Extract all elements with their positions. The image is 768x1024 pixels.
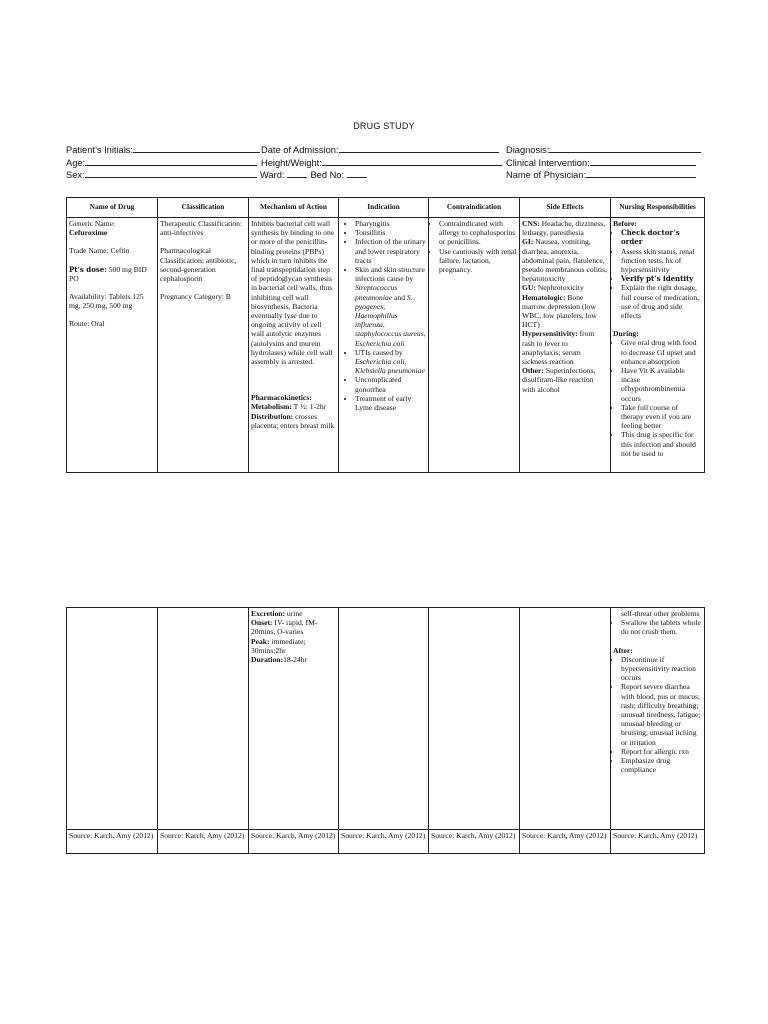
source-cell: Source: Karch, Amy (2012) [339, 830, 429, 854]
sex-field[interactable] [85, 168, 257, 178]
col-header-name-of-drug: Name of Drug [67, 198, 158, 218]
nursing-full-course: • Take full course of therapy even if you are feeling better [621, 403, 702, 431]
ward-field[interactable] [287, 168, 307, 178]
bed-no-label: Bed No: [310, 170, 345, 180]
route: Route: Oral [69, 319, 105, 329]
nursing-verify-identity: • Verify pt’s identity [621, 274, 702, 283]
drug-study-table-page-1 [66, 197, 705, 473]
document-title: DRUG STUDY [353, 121, 415, 131]
pharmacological-classification: Pharmacological Classification: antibiotic, second-generation cephalosporin [160, 246, 237, 284]
duration-value: 18-24hr [283, 655, 308, 665]
nursing-specific-b: self-threat other problems [621, 609, 700, 618]
nursing-vit-k: • Have Vit K available incase ofhypothrombinemia occurs [621, 366, 702, 403]
source-cell: Source: Karch, Amy (2012) [249, 830, 339, 854]
side-effects-hematologic: Bone marrow depression (low WBC, low platelets, low HCT) [522, 292, 597, 330]
nursing-before-list [613, 228, 702, 320]
diagnosis-label: Diagnosis: [506, 145, 550, 155]
col-header-nursing-responsibilities: Nursing Responsibilities [611, 198, 705, 218]
cell-name-of-drug [67, 218, 158, 473]
peak-value: immediate; 30mins;2hr [251, 636, 306, 655]
source-cell: Source: Karch, Amy (2012) [429, 830, 520, 854]
cell-mechanism [249, 218, 339, 473]
source-cell: Source: Karch, Amy (2012) [611, 830, 705, 854]
diagnosis-field[interactable] [549, 143, 701, 153]
nursing-before-label: Before: [613, 219, 637, 228]
generic-name-label: Generic Name: [69, 219, 116, 228]
patient-dose-value: 500 mg BID PO [69, 264, 147, 283]
nursing-specific-a: • This drug is specific for this infection and should not be used to [621, 430, 702, 458]
indication-respiratory: • Infection of the urinary and lower respiratory tracts [355, 237, 426, 265]
nursing-after-list [613, 655, 702, 775]
age-label: Age: [66, 158, 86, 168]
col-header-classification: Classification [158, 198, 249, 218]
cell-indication [339, 218, 429, 473]
date-of-admission-field[interactable] [339, 143, 499, 153]
trade-name: Trade Name: Ceftin [69, 246, 130, 256]
cell-nursing-responsibilities [611, 218, 705, 473]
bed-no-field[interactable] [347, 168, 367, 178]
nursing-during-list [613, 338, 702, 458]
metabolism-value: T ½: 1-2hr [291, 402, 327, 412]
nursing-assess: • Assess skin status, renal function tests, hx of hypersensitivity [621, 247, 702, 275]
age-field[interactable] [85, 156, 257, 166]
cell-name-of-drug-cont [67, 608, 158, 830]
nursing-explain: • Explain the right dosage, full course of medication, use of drug and side effects [621, 283, 702, 320]
nursing-report-allergic: • Report for allergic rxn [621, 747, 702, 756]
nursing-report-severe: • Report severe diarrhea with blood, pus or mucus; rash; difficulty breathing; unusual tiredness, fatigue; unusual bleeding or bruising; unusual itching or irritation [621, 682, 702, 746]
nursing-swallow-whole: • Swallow the tablets whole do not crush them. [621, 618, 702, 636]
nursing-discontinue: • Discontinue if hypersensitivity reaction occurs [621, 655, 702, 683]
mechanism-text: Inhibits bacterial cell wall synthesis by binding to one or more of the penicillin-binding proteins (PBPs) which in turn inhibits the final transpeptidation step of peptidoglycan synthesis in bacterial cell walls, thus inhibiting cell wall biosynthesis. Bacteria eventually lyse due to ongoing activity of cell wall autolytic enzymes (autolysins and murein hydrolases) while cell wall assembly is arrested. [251, 219, 335, 367]
contraindication-allergy: • Contraindicated with allergy to cephalosporins or penicillins. [439, 219, 517, 247]
col-header-contraindication: Contraindication [429, 198, 520, 218]
nursing-check-order: • Check doctor’s order [621, 228, 702, 246]
patient-initials-label: Patient’s Initials: [66, 145, 134, 155]
cell-nursing-responsibilities-cont [611, 608, 705, 830]
col-header-side-effects: Side Effects [520, 198, 611, 218]
source-cell: Source: Karch, Amy (2012) [520, 830, 611, 854]
patient-initials-field[interactable] [133, 143, 260, 153]
col-header-indication: Indication [339, 198, 429, 218]
source-cell: Source: Karch, Amy (2012) [67, 830, 158, 854]
height-weight-label: Height/Weight: [261, 158, 322, 168]
distribution-label: Distribution: [251, 411, 294, 421]
pharmacokinetics-heading: Pharmacokinetics: [251, 393, 312, 403]
metabolism-label: Metabolism: [251, 402, 292, 412]
patient-dose-label: Pt’s dose: [69, 264, 107, 274]
indication-utis: • UTIs caused by Escherichia coli, Klebsiella pneumoniae [355, 348, 426, 376]
clinical-intervention-label: Clinical Intervention: [506, 158, 590, 168]
indication-gonorrhea: • Uncomplicated gonorrhea [355, 375, 426, 393]
excretion-value: urine [285, 609, 303, 618]
nursing-during-label: During: [613, 329, 639, 339]
contraindication-caution: • Use cautiously with renal failure, lactation, pregnancy. [439, 247, 517, 275]
clinical-intervention-field[interactable] [590, 156, 696, 166]
therapeutic-classification: Therapeutic Classification: anti-infectives [160, 219, 243, 238]
height-weight-field[interactable] [322, 156, 502, 166]
drug-study-table-page-2 [66, 607, 705, 854]
side-effects-gi: Nausea, vomiting, diarrhea, anorexia, abdominal pain, flatulence, pseudo membranous colitis, hepatotoxicity [522, 237, 607, 284]
sex-label: Sex: [66, 170, 85, 180]
col-header-mechanism: Mechanism of Action [249, 198, 339, 218]
generic-name: Cefuroxime [69, 228, 108, 238]
indication-pharyngitis: • Pharyngitis [355, 219, 426, 228]
indication-lyme: • Treatment of early Lyme disease [355, 394, 426, 412]
pregnancy-category: Pregnancy Category: B [160, 292, 231, 302]
cell-side-effects-cont [520, 608, 611, 830]
cell-contraindication [429, 218, 520, 473]
side-effects-gu: Nephrotoxicity [535, 283, 584, 293]
indication-tonsillitis: • Tonsillitis [355, 228, 426, 237]
physician-field[interactable] [586, 168, 696, 178]
cell-classification [158, 218, 249, 473]
contraindication-list [431, 219, 517, 274]
side-effects-other: Superinfections, disulfiram-like reaction with alcohol [522, 366, 596, 394]
nursing-give-with-food: • Give oral drug with food to decrease GI upset and enhance absorption [621, 338, 702, 366]
onset-value: IV- rapid, IM- 20mins, O-varies [251, 618, 318, 637]
physician-label: Name of Physician: [506, 170, 587, 180]
ward-label: Ward: [260, 170, 285, 180]
distribution-value: crosses placenta; enters breast milk [251, 411, 335, 430]
cell-mechanism-cont: Excretion: urine Onset: IV- rapid, IM- 20mins, O-varies Peak: immediate; 30mins;2hr Duration:18-24hr [249, 608, 339, 830]
indication-skin: • Skin and skin structure infections cause by Streptococcus pneumoniae and S. pyogenes, Haemophillus influenza, staphylococcus aureus, Escherichia coli [355, 265, 426, 348]
side-effects-hypersensitivity: from rash to fever to anaphylaxis; serum sickness reaction [522, 329, 595, 367]
cell-side-effects: CNS: Headache, dizziness, lethargy, paresthesia GI: Nausea, vomiting, diarrhea, anorexia, abdominal pain, flatulence, pseudo membranous colitis, hepatotoxicity GU: Nephrotoxicity Hematologic: Bone marrow depression (low WBC, low platelets, low HCT) Hypersensitivity: from rash to fever to anaphylaxis; serum sickness reaction Other: Superinfections, disulfiram-like reaction with alcohol [520, 218, 611, 473]
date-of-admission-label: Date of Admission: [261, 145, 339, 155]
cell-indication-cont [339, 608, 429, 830]
nursing-after-label: After: [613, 645, 633, 655]
availability: Availability: Tablets 125 mg, 250 mg, 500 mg [69, 292, 144, 311]
nursing-emphasize-compliance: • Emphasize drug compliance [621, 756, 702, 774]
cell-contraindication-cont [429, 608, 520, 830]
source-cell: Source: Karch, Amy (2012) [158, 830, 249, 854]
indication-list [341, 219, 426, 412]
side-effects-cns: Headache, dizziness, lethargy, paresthesia [522, 219, 606, 238]
cell-classification-cont [158, 608, 249, 830]
